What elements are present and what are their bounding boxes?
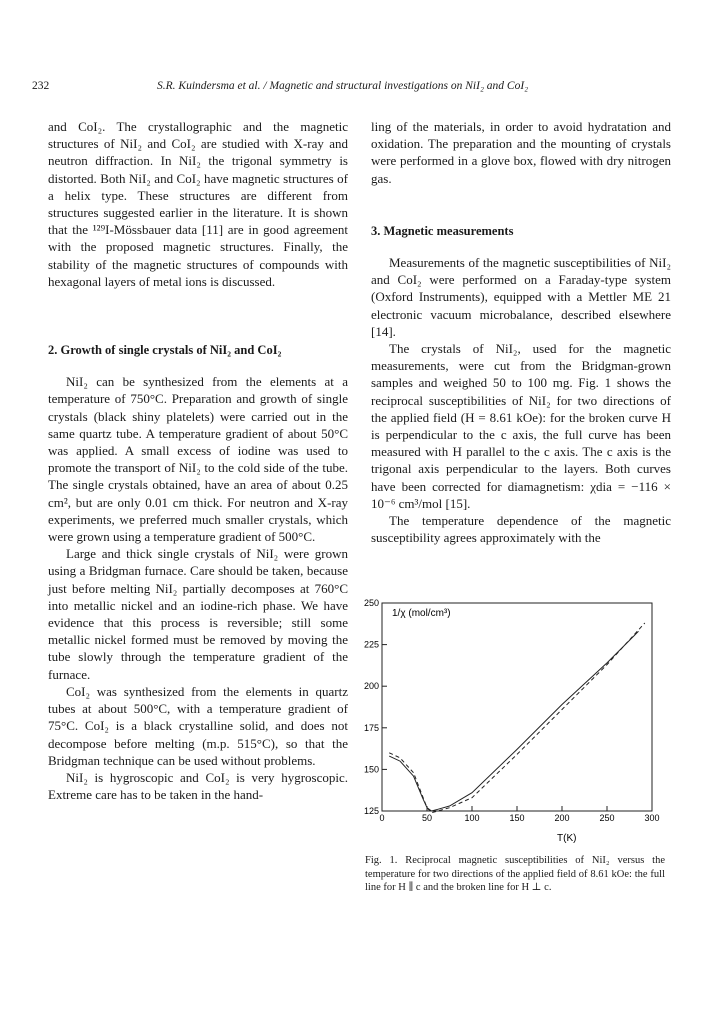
figure-1-chart bbox=[360, 598, 680, 848]
y-axis-label: 1/χ (mol/cm³) bbox=[392, 608, 451, 619]
x-tick-label: 150 bbox=[509, 813, 525, 823]
section2-heading: 2. Growth of single crystals of NiI₂ and CoI₂ bbox=[48, 343, 282, 358]
figure-caption: Fig. 1. Reciprocal magnetic susceptibilities of NiI₂ versus the temperature for two directions of the applied field of 8.61 kOe: the full line for H ∥ c and the broken line for H ⊥ c. bbox=[365, 855, 665, 893]
section2-paragraph-3: CoI₂ was synthesized from the elements in quartz tubes at about 500°C, with a temperature gradient of 75°C. CoI₂ is a black crystalline solid, and does not decompose before melting (m.p. 515°C), so that the Bridgman technique can be used without problems. bbox=[48, 683, 348, 768]
x-tick-label: 300 bbox=[644, 813, 660, 823]
left-column bbox=[48, 118, 348, 803]
x-tick-label: 50 bbox=[421, 813, 433, 823]
x-tick-label: 250 bbox=[599, 813, 615, 823]
series-line-full bbox=[389, 631, 638, 811]
section2-paragraph-2: Large and thick single crystals of NiI₂ were grown using a Bridgman furnace. Care should be taken, because just before melting NiI₂ partially decomposes at 760°C into metallic nickel and an iodine-rich phase. We have evidence that this process is reversible; still some metallic nickel formed must be removed by moving the tube slowly through the temperature gradient of the furnace. bbox=[48, 546, 348, 682]
plot-frame bbox=[382, 603, 652, 811]
y-tick-label: 250 bbox=[363, 598, 379, 608]
x-tick-label: 0 bbox=[379, 813, 385, 823]
continuation-paragraph: ling of the materials, in order to avoid hydratation and oxidation. The preparation and the mounting of crystals were performed in a glove box, flowed with dry nitrogen gas. bbox=[371, 119, 671, 186]
section3-heading: 3. Magnetic measurements bbox=[371, 223, 514, 238]
running-title: S.R. Kuindersma et al. / Magnetic and structural investigations on NiI₂ and CoI₂ bbox=[157, 80, 529, 92]
y-tick-label: 225 bbox=[363, 639, 379, 650]
section3-paragraph-1: Measurements of the magnetic susceptibilities of NiI₂ and CoI₂ were performed on a Faraday-type system (Oxford Instruments), equipped with a Mettler ME 21 electronic vacuum microbalance, described elsewhere [14]. bbox=[371, 255, 671, 339]
section2-paragraph-4: NiI₂ is hygroscopic and CoI₂ is very hygroscopic. Extreme care has to be taken in the hand- bbox=[48, 769, 348, 803]
series-line-broken bbox=[389, 623, 645, 813]
right-column bbox=[371, 118, 671, 546]
y-tick-label: 150 bbox=[363, 764, 379, 775]
page-number: 232 bbox=[32, 80, 50, 92]
y-tick-label: 200 bbox=[363, 681, 379, 692]
section3-paragraph-2: The crystals of NiI₂, used for the magnetic measurements, were cut from the Bridgman-grown samples and weighed 50 to 100 mg. Fig. 1 shows the reciprocal susceptibilities of NiI₂ for two directions of the applied field (H = 8.61 kOe): for the broken curve H is perpendicular to the c axis, the full curve has been measured with H parallel to the c axis. The c axis is the trigonal axis perpendicular to the layers. Both curves have been corrected for diamagnetism: χdia = −116 × 10⁻⁶ cm³/mol [15]. bbox=[371, 341, 671, 511]
section3-paragraph-3: The temperature dependence of the magnetic susceptibility agrees approximately with the bbox=[371, 513, 671, 546]
x-tick-label: 100 bbox=[464, 813, 480, 823]
intro-paragraph: and CoI₂. The crystallographic and the magnetic structures of NiI₂ and CoI₂ are studied with X-ray and neutron diffraction. In NiI₂ the trigonal symmetry is distorted. Both NiI₂ and CoI₂ have magnetic structures of a helix type. These structures are different from structures suggested earlier in the literature. It is shown that the ¹²⁹I-Mössbauer data [11] are in good agreement with the proposed magnetic structures. Finally, the stability of the magnetic structures of compounds with hexagonal layers of metal ions is discussed. bbox=[48, 119, 348, 289]
y-tick-label: 175 bbox=[363, 722, 379, 733]
section2-paragraph-1: NiI₂ can be synthesized from the elements at a temperature of 750°C. Preparation and growth of single crystals (black shiny platelets) were carried out in the same quartz tube. A temperature gradient of about 50°C was applied. A small excess of iodine was used to promote the transport of NiI₂ to the cold side of the tube. The single crystals obtained, have an area of about 0.25 cm², but are only 0.01 cm thick. For neutron and X-ray experiments, we preferred much smaller crystals, which were grown using a temperature gradient of 500°C. bbox=[48, 374, 348, 545]
y-tick-label: 125 bbox=[363, 806, 379, 816]
x-axis-label: T(K) bbox=[557, 833, 577, 844]
x-tick-label: 200 bbox=[554, 813, 570, 823]
